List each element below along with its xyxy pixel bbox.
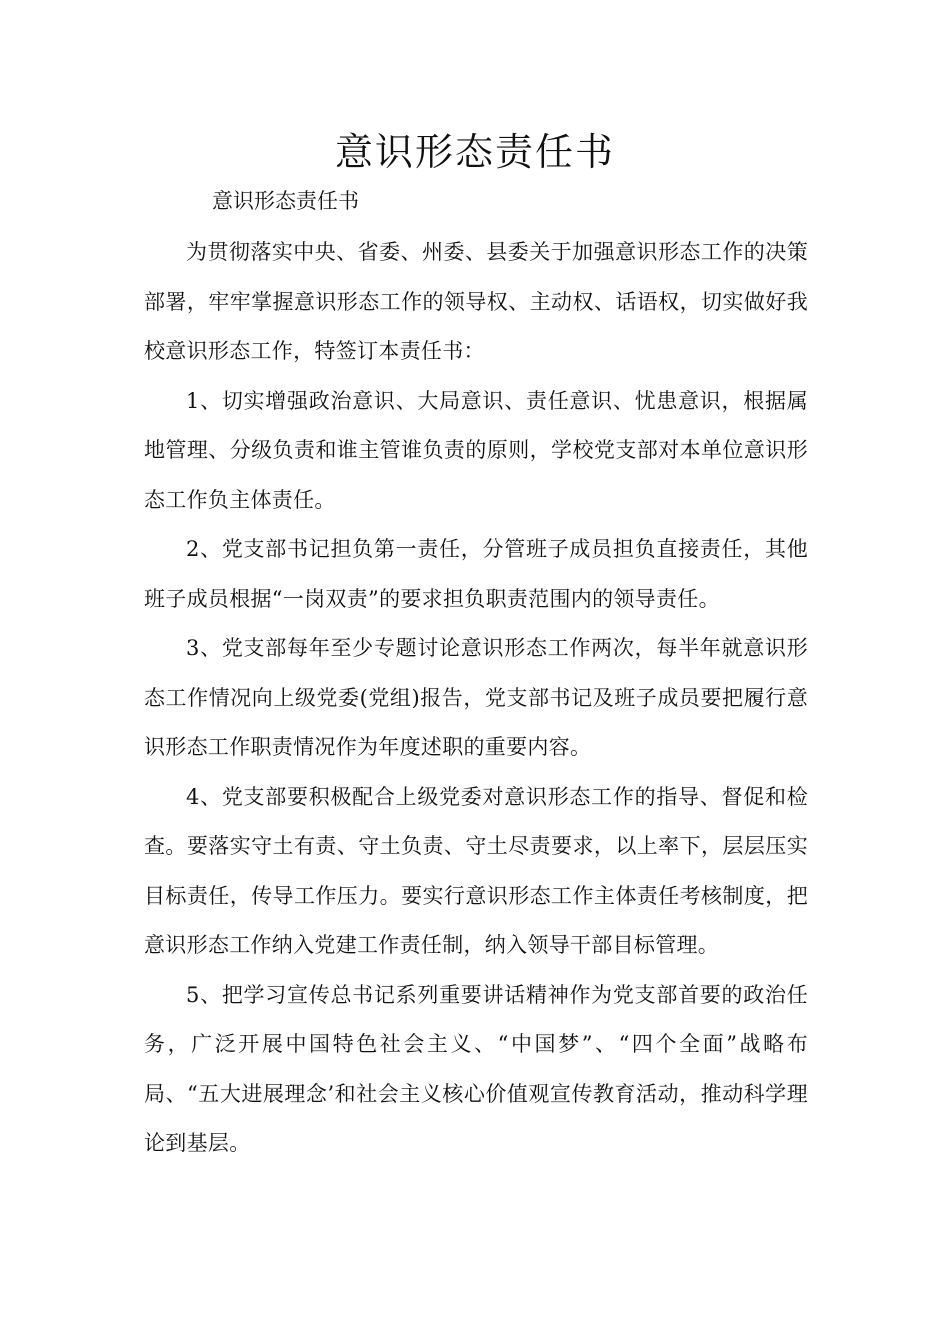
- paragraph-item-2: 2、党支部书记担负第一责任，分管班子成员担负直接责任，其他班子成员根据“一岗双责”的要求担负职责范围内的领导责任。: [144, 537, 808, 611]
- document-subtitle: 意识形态责任书: [212, 189, 359, 213]
- paragraph-item-3: 3、党支部每年至少专题讨论意识形态工作两次，每半年就意识形态工作情况向上级党委(党组)报告，党支部书记及班子成员要把履行意识形态工作职责情况作为年度述职的重要内容。: [144, 636, 808, 759]
- document-body: [144, 228, 808, 1169]
- paragraph-item-1: 1、切实增强政治意识、大局意识、责任意识、忧患意识，根据属地管理、分级负责和谁主管谁负责的原则，学校党支部对本单位意识形态工作负主体责任。: [144, 388, 808, 512]
- paragraph-intro: 为贯彻落实中央、省委、州委、县委关于加强意识形态工作的决策部署，牢牢掌握意识形态工作的领导权、主动权、话语权，切实做好我校意识形态工作，特签订本责任书：: [144, 240, 808, 363]
- paragraph-item-4: 4、党支部要积极配合上级党委对意识形态工作的指导、督促和检查。要落实守土有责、守土负责、守土尽责要求，以上率下，层层压实目标责任，传导工作压力。要实行意识形态工作主体责任考核制度，把意识形态工作纳入党建工作责任制，纳入领导干部目标管理。: [144, 784, 808, 957]
- paragraph-item-5: 5、把学习宣传总书记系列重要讲话精神作为党支部首要的政治任务，广泛开展中国特色社会主义、“中国梦”、“四个全面”战略布局、“五大进展理念’和社会主义核心价值观宣传教育活动，推动科学理论到基层。: [144, 982, 808, 1155]
- document-title: 意识形态责任书: [334, 130, 615, 174]
